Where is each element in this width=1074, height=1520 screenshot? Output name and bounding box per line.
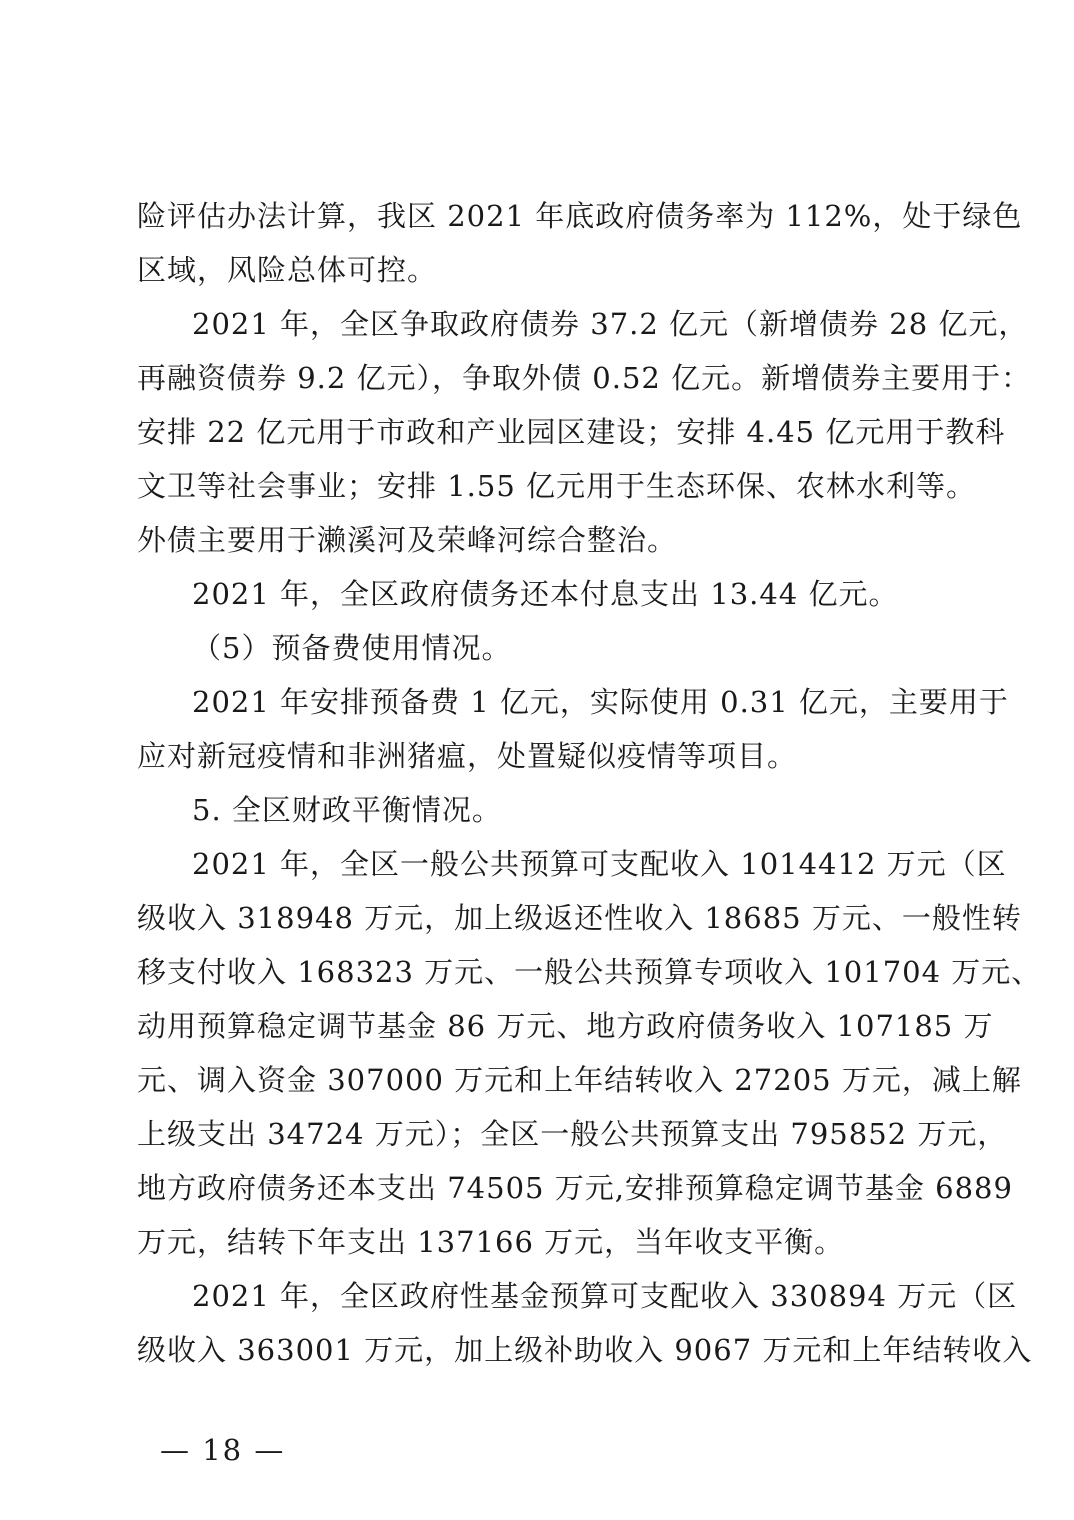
text-line: 地方政府债务还本支出 74505 万元,安排预算稳定调节基金 6889 [137,1171,1013,1205]
text-line: 应对新冠疫情和非洲猪瘟，处置疑似疫情等项目。 [137,739,798,773]
page-number: — 18 — [160,1433,286,1467]
text-line: 文卫等社会事业；安排 1.55 亿元用于生态环保、农林水利等。 [137,469,977,503]
text-line: 2021 年，全区政府性基金预算可支配收入 330894 万元（区 [192,1279,1018,1313]
text-line: 险评估办法计算，我区 2021 年底政府债务率为 112%，处于绿色 [137,199,1023,233]
text-line: 级收入 318948 万元，加上级返还性收入 18685 万元、一般性转 [137,901,1022,935]
text-line: 上级支出 34724 万元）；全区一般公共预算支出 795852 万元， [137,1117,1008,1151]
text-line: 安排 22 亿元用于市政和产业园区建设；安排 4.45 亿元用于教科 [137,415,1006,449]
text-line: 2021 年安排预备费 1 亿元，实际使用 0.31 亿元，主要用于 [192,685,1009,719]
text-line: 2021 年，全区政府债务还本付息支出 13.44 亿元。 [192,577,899,611]
section-heading: 5. 全区财政平衡情况。 [192,793,502,827]
text-line: 级收入 363001 万元，加上级补助收入 9067 万元和上年结转收入 [137,1333,1033,1367]
text-line: 移支付收入 168323 万元、一般公共预算专项收入 101704 万元、 [137,955,1042,989]
text-line: 区域，风险总体可控。 [137,253,438,287]
text-line: 动用预算稳定调节基金 86 万元、地方政府债务收入 107185 万 [137,1009,994,1043]
text-line: 外债主要用于濑溪河及荣峰河综合整治。 [137,523,678,557]
text-line: 再融资债券 9.2 亿元），争取外债 0.52 亿元。新增债券主要用于： [137,361,1032,395]
text-line: 元、调入资金 307000 万元和上年结转收入 27205 万元，减上解 [137,1063,1022,1097]
section-heading: （5）预备费使用情况。 [192,631,512,665]
text-line: 2021 年，全区一般公共预算可支配收入 1014412 万元（区 [192,847,1007,881]
text-line: 万元，结转下年支出 137166 万元，当年收支平衡。 [137,1225,845,1259]
text-line: 2021 年，全区争取政府债券 37.2 亿元（新增债券 28 亿元， [192,307,1029,341]
